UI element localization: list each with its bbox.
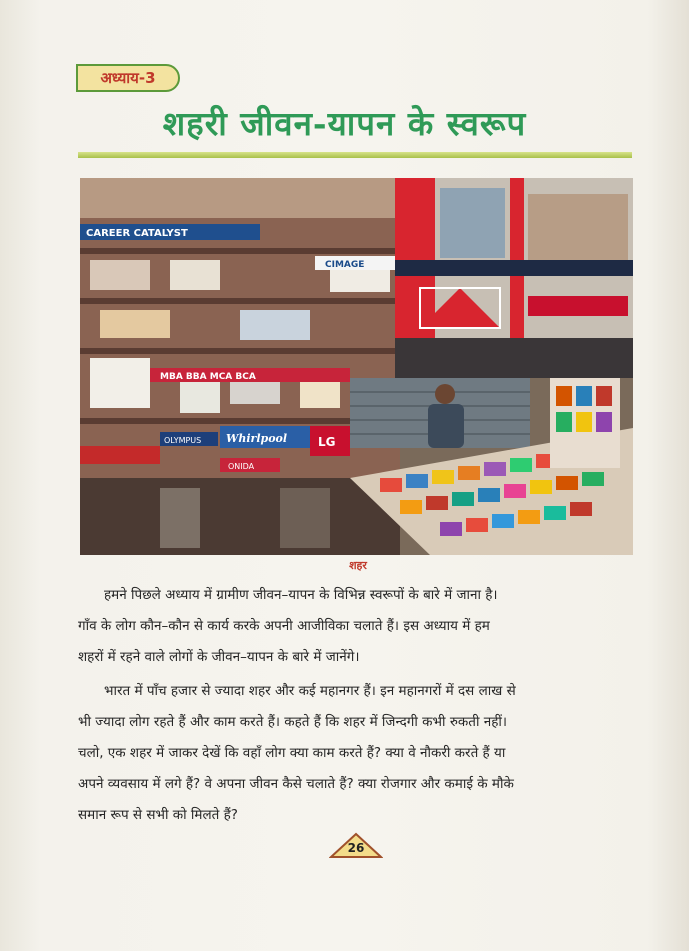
paragraph-line: अपने व्यवसाय में लगे हैं? वे अपना जीवन कैसे चलाते हैं? क्या रोजगार और कमाई के मौके <box>78 776 514 792</box>
city-market-photo <box>80 178 633 555</box>
paragraph-line: हमने पिछले अध्याय में ग्रामीण जीवन–यापन के विभिन्न स्वरूपों के बारे में जाना है। <box>104 587 498 603</box>
paragraph-2 <box>78 676 636 831</box>
paragraph-line: समान रूप से सभी को मिलते हैं? <box>78 807 238 823</box>
paragraph-line: शहरों में रहने वाले लोगों के जीवन–यापन के बारे में जानेंगे। <box>78 649 360 665</box>
chapter-title: शहरी जीवन-यापन के स्वरूप <box>162 104 527 143</box>
paragraph-line: भी ज्यादा लोग रहते हैं और काम करते हैं। कहते हैं कि शहर में जिन्दगी कभी रुकती नहीं। <box>78 714 508 730</box>
paragraph-line: गाँव के लोग कौन–कौन से कार्य करके अपनी आजीविका चलाते हैं। इस अध्याय में हम <box>78 618 490 634</box>
paragraph-1 <box>78 580 636 673</box>
sign-cimage: CIMAGE <box>325 260 365 270</box>
city-photo-illustration <box>80 178 633 555</box>
title-underline <box>78 152 632 158</box>
chapter-badge: अध्याय-3 <box>76 64 180 92</box>
sign-lg: LG <box>318 435 336 449</box>
sign-olympus: OLYMPUS <box>164 436 202 445</box>
page-number <box>329 832 383 858</box>
sign-whirlpool: Whirlpool <box>226 432 288 445</box>
sign-mba: MBA BBA MCA BCA <box>160 372 256 382</box>
paragraph-line: चलो, एक शहर में जाकर देखें कि वहाँ लोग क्या काम करते हैं? क्या वे नौकरी करते हैं या <box>78 745 506 761</box>
sign-onida: ONIDA <box>228 462 255 471</box>
page-number-label: 26 <box>347 841 365 855</box>
sign-career-catalyst: CAREER CATALYST <box>86 228 188 239</box>
photo-caption: शहर <box>349 559 367 572</box>
paragraph-line: भारत में पाँच हजार से ज्यादा शहर और कई महानगर हैं। इन महानगरों में दस लाख से <box>104 683 516 699</box>
